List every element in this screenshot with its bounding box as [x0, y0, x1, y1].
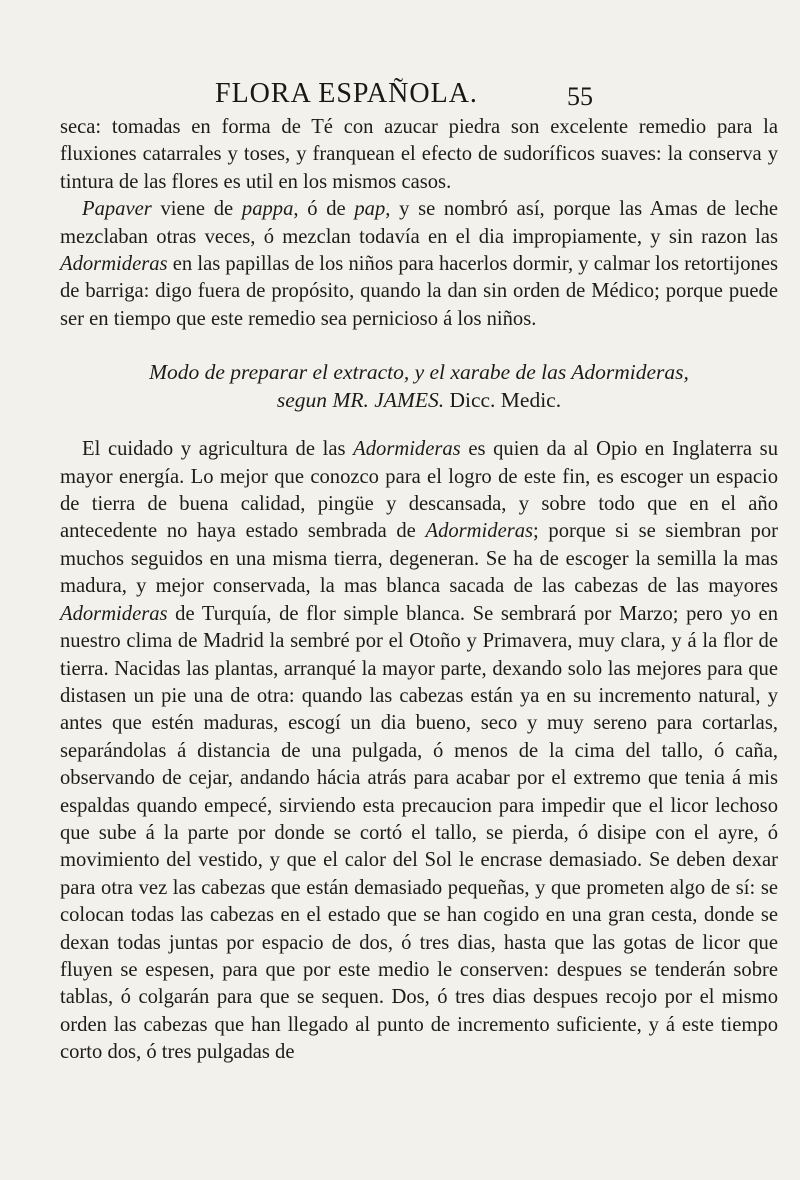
paragraph-2 [60, 196, 778, 333]
section-heading-line1: Modo de preparar el extracto, y el xarabe de las Adormideras, [149, 360, 689, 385]
italic-term: pap [354, 198, 386, 221]
text-run: ; porque si se siembran por muchos seguidos en una misma tierra, degeneran. Se ha de escoger la semilla la mas madura, y mejor conservada, la mas blanca sacada de las cabezas de las mayores [60, 520, 778, 598]
italic-term: Adormideras [353, 438, 461, 461]
italic-term: Adormideras [60, 253, 168, 276]
paragraph-1 [60, 114, 778, 196]
section-heading-line2 [60, 386, 778, 414]
text-run: de Turquía, de flor simple blanca. Se sembrará por Marzo; pero yo en nuestro clima de Madrid la sembré por el Otoño y Primavera, muy clara, y á la flor de tierra. Nacidas las plantas, arranqué la mayor parte, dexando solo las mejores para que distasen un pie una de otra: quando las cabezas están ya en su incremento natural, y antes que estén maduras, escogí un dia bueno, seco y muy sereno para cortarlas, separándolas á distancia de una pulgada, ó menos de la cima del tallo, ó caña, observando de cejar, andando hácia atrás para acabar por el extremo que tenia á mis espaldas quando empecé, sirviendo esta precaucion para impedir que el licor lechoso que sube á la parte por donde se cortó el tallo, se pierda, ó disipe con el ayre, ó movimiento del vestido, y que el calor del Sol le encrase demasiado. Se deben dexar para otra vez las cabezas que están demasiado pequeñas, y que prometen algo de sí: se colocan todas las cabezas en el estado que se han cogido en una gran cesta, donde se dexan todas juntas por espacio de dos, ó tres dias, hasta que las gotas de licor que fluyen se espesen, para que por este medio le conserven: despues se tenderán sobre tablas, ó colgarán para que se sequen. Dos, ó tres dias despues recojo por el mismo orden las cabezas que han llegado al punto de incremento suficiente, y á este tiempo corto dos, ó tres pulgadas de [60, 602, 778, 1064]
page-number: 55 [567, 82, 593, 111]
text-run: en las papillas de los niños para hacerlos dormir, y calmar los retortijones de barriga: digo fuera de propósito, quando la dan sin orden de Médico; porque puede ser en tiempo que este remedio sea pernicioso á los niños. [60, 253, 778, 330]
text-run: es quien da al Opio en Inglaterra su mayor energía. Lo mejor que conozco para el logro de este fin, es escoger un espacio de tierra de buena calidad, pingüe y descansada, y sobre todo que en el año antecedente no haya estado sembrada de [60, 438, 778, 543]
section-heading-source: Dicc. Medic. [449, 388, 562, 413]
italic-term: Adormideras [425, 520, 534, 543]
italic-term: pappa [241, 198, 294, 221]
text-run: , ó de [293, 198, 355, 221]
text-run: seca: tomadas en forma de Té con azucar piedra son excelente remedio para la fluxiones catarrales y toses, y franquean el efecto de sudoríficos suaves: la conserva y tintura de las flores es util en los mismos casos. [60, 116, 778, 193]
text-run: viene de [151, 198, 242, 221]
text-run: El cuidado y agricultura de las [82, 438, 354, 461]
section-heading-segun: segun [276, 388, 328, 413]
section-heading [60, 358, 778, 414]
body-text [60, 114, 778, 1067]
italic-term: Papaver [82, 198, 152, 221]
italic-term: Adormideras [60, 602, 168, 625]
text-run: , y se nombró así, porque las Amas de leche mezclaban otras veces, ó mezclan todavía en el dia impropiamente, y sin razon las [60, 198, 779, 248]
paragraph-3 [60, 436, 778, 1066]
section-heading-author: MR. JAMES. [332, 388, 445, 413]
running-title: FLORA ESPAÑOLA. [215, 78, 478, 109]
